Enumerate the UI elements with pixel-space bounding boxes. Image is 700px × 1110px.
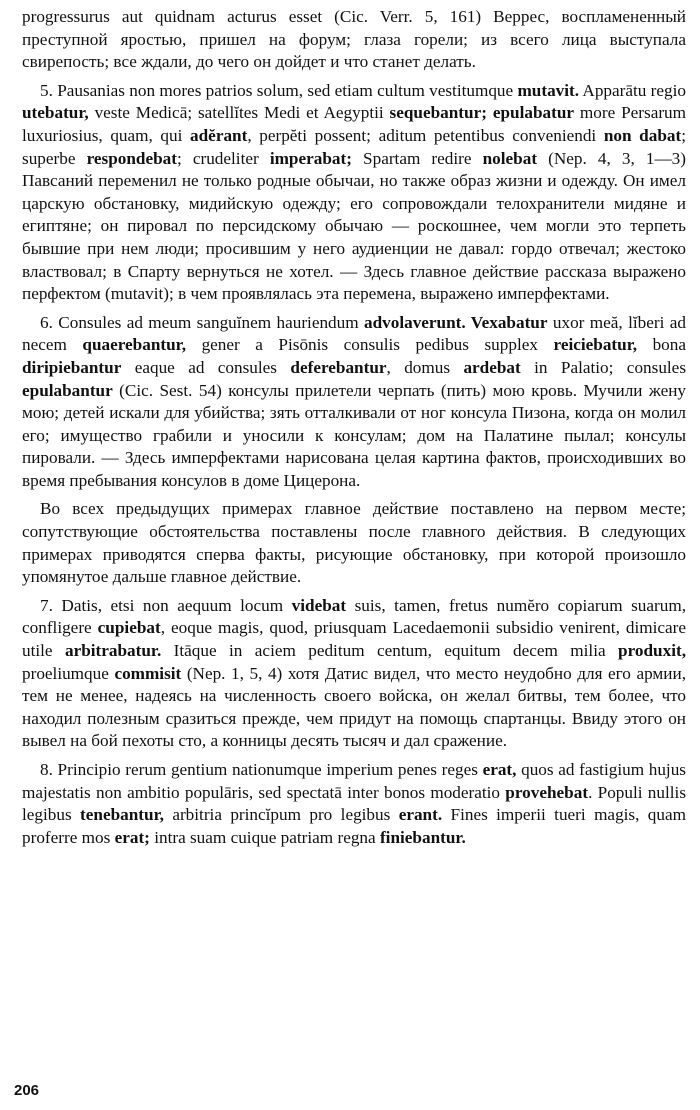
bold-verb: erat; [114, 827, 150, 847]
bold-verb: arbitrabatur. [64, 641, 162, 661]
bold-verb: reiciebatur, [553, 335, 638, 355]
bold-verb: respondebat [86, 148, 177, 168]
text-run: 7. Datis, etsi non aequum locum [40, 595, 292, 615]
bold-verb: quaerebantur, [82, 335, 187, 355]
body-text [22, 6, 686, 849]
paragraph [22, 498, 686, 588]
text-run: . Populi nullis legibus [22, 782, 687, 825]
text-run: ; superbe [22, 125, 686, 168]
paragraph [22, 312, 686, 493]
text-run: Во всех предыдущих примерах главное действие поставлено на первом месте; сопутствующие обстоятельства поставлены после главного действия. В следующих примерах приводятся сперва факты, рисующие обстановку, при которой произошло упомянутое дальше главное действие. [22, 499, 686, 587]
text-run: ; crudeliter [176, 148, 270, 168]
bold-verb: erat, [482, 760, 517, 779]
text-run: progressurus aut quidnam acturus esset (Cic. Verr. 5, 161) Веррес, воспламененный преступной яростью, пришел на форум; глаза горели; из всего лица выступала свирепость; все ждали, до чего он дойдет и что станет делать. [22, 7, 686, 72]
bold-verb: finiebantur. [379, 827, 466, 847]
text-run: Itāque in aciem peditum centum, equitum decem milia [161, 641, 619, 661]
bold-verb: produxit, [618, 641, 686, 661]
text-run: veste Medicā; satellĭtes Medi et Aegyptii [88, 103, 390, 123]
text-run: (Nep. 1, 5, 4) хотя Датис видел, что место неудобно для его армии, тем не менее, надеясь на численность своего войска, он желал битвы, тем более, что находил полезным сразиться прежде, чем придут на помощь спартанцы. Ввиду этого он вывел на бой пехоты сто, а конницы десять тысяч и дал сражение. [22, 663, 686, 751]
bold-verb: advolaverunt. Vexabatur [364, 312, 548, 332]
bold-verb: epulabantur [22, 380, 113, 400]
text-run: , domus [386, 357, 464, 377]
bold-verb: nolebat [482, 148, 538, 168]
text-run: suis, tamen, fretus numĕro copiarum suarum, confligere [22, 595, 686, 638]
bold-verb: utebatur, [22, 103, 89, 123]
text-run: in Palatio; consules [520, 357, 687, 377]
bold-verb: ardebat [463, 357, 521, 377]
bold-verb: videbat [291, 595, 347, 615]
paragraph [22, 595, 686, 753]
text-run: quos ad fastigium hujus majestatis non ambitio populāris, sed spectatā inter bonos moderatio [22, 760, 686, 802]
text-run: eaque ad consules [121, 357, 291, 377]
bold-verb: provehebat [505, 782, 589, 802]
text-run: gener a Pisōnis consulis pedibus supplex [186, 335, 554, 355]
paragraph [22, 6, 686, 74]
bold-verb: imperabat; [269, 148, 352, 168]
bold-verb: commisit [114, 663, 182, 683]
text-run: Apparātu regio [579, 80, 686, 100]
text-run: 6. Consules ad meum sanguĭnem hauriendum [40, 312, 364, 332]
text-run: , perpĕti possent; aditum petentibus conveniendi [247, 125, 604, 145]
text-run: (Cic. Sest. 54) консулы прилетели черпать (пить) мою кровь. Мучили жену мою; детей искали для убийства; зять отталкивали от ног консула Пизона, когда он молил его; имущество грабили и уносили к консулам; дом на Палатине пылал; консулы пировали. — Здесь имперфектами нарисована целая картина фактов, происходивших во время пребывания консулов в доме Цицерона. [22, 380, 686, 490]
text-run: 8. Principio rerum gentium nationumque imperium penes reges [40, 760, 483, 779]
text-run: intra suam cuique patriam regna [149, 827, 380, 847]
paragraph [22, 80, 686, 306]
text-run: more Persarum luxuriosius, quam, qui [22, 103, 687, 145]
text-run: Spartam redire [351, 148, 483, 168]
text-run: 5. Pausanias non mores patrios solum, sed etiam cultum vestitumque [40, 80, 518, 100]
bold-verb: non dabat [603, 125, 682, 145]
bold-verb: diripiebantur [22, 357, 122, 377]
bold-verb: deferebantur [290, 357, 387, 377]
bold-verb: adĕrant [190, 125, 248, 145]
text-run: proeliumque [22, 663, 115, 683]
page-number: 206 [14, 1082, 40, 1099]
paragraph [22, 759, 686, 849]
bold-verb: erant. [398, 805, 443, 825]
text-run: uxor meă, lĭberi ad necem [22, 312, 686, 355]
bold-verb: mutavit. [517, 80, 580, 100]
text-run: (Nep. 4, 3, 1—3) Павсаний переменил не только родные обычаи, но также образ жизни и одежду. Он имел царскую обстановку, мидийскую одежду; его сопровождали телохранители мидяне и египтяне; он пировал по персидскому обычаю — роскошнее, чем могли это терпеть бывшие при нем люди; просившим у него аудиенции не давал: гордо отвечал; жестоко властвовал; в Спарту вернуться не хотел. — Здесь главное действие рассказа выражено перфектом (mutavit); в чем проявлялась эта перемена, выражено имперфектами. [22, 148, 687, 304]
bold-verb: cupiebat [97, 618, 161, 638]
text-run: , eoque magis, quod, priusquam Lacedaemonii subsidio venirent, dimicare utile [22, 618, 686, 661]
bold-verb: sequebantur; epulabatur [389, 103, 575, 123]
text-run: arbitria princĭpum pro legibus [163, 805, 399, 825]
text-run: Fines imperii tueri magis, quam proferre mos [22, 805, 686, 847]
text-run: bona [637, 335, 686, 355]
bold-verb: tenebantur, [80, 805, 164, 825]
